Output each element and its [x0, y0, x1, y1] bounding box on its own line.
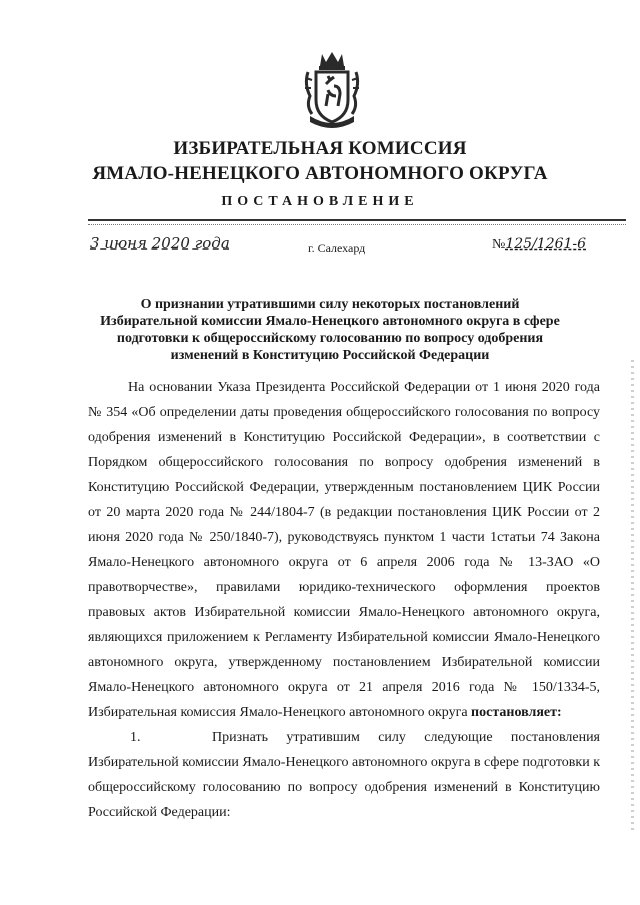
document-title: О признании утратившими силу некоторых постановлений Избирательной комиссии Ямало-Ненецкого автономного округа в сфере подготовки к общероссийскому голосованию по вопросу одобрения изменений в Конституцию Российской Федерации: [100, 297, 560, 363]
resolves-keyword: постановляет:: [471, 705, 562, 720]
document-type: ПОСТАНОВЛЕНИЕ: [221, 194, 419, 209]
document-number: [492, 236, 586, 253]
paragraph-preamble: [88, 375, 600, 725]
document-date: 3 июня 2020 года: [90, 234, 230, 252]
number-value: 125/1261-6: [505, 236, 587, 252]
scan-edge-artifact: [631, 360, 634, 830]
list-item: [88, 725, 600, 825]
organization-name-line2: ЯМАЛО-НЕНЕЦКОГО АВТОНОМНОГО ОКРУГА: [92, 163, 548, 184]
preamble-text: На основании Указа Президента Российской Федерации от 1 июня 2020 года № 354 «Об определении даты проведения общероссийского голосования по вопросу одобрения изменений в Конституцию Российской Федерации», в соответствии с Порядком общероссийского голосования по вопросу одобрения изменений в Конституцию Российской Федерации, утвержденным постановлением ЦИК России от 20 марта 2020 года № 244/1804-7 (в редакции постановления ЦИК России от 2 июня 2020 года № 250/1840-7), руководствуясь пунктом 1 части 1статьи 74 Закона Ямало-Ненецкого автономного округа от 6 апреля 2006 года № 13-ЗАО «О правотворчестве», правилами юридико-технического оформления проектов правовых актов Избирательной комиссии Ямало-Ненецкого автономного округа, являющихся приложением к Регламенту Избирательной комиссии Ямало-Ненецкого автономного округа, утвержденному постановлением Избирательной комиссии Ямало-Ненецкого автономного округа от 21 апреля 2016 года № 150/1334-5, Избирательная комиссия Ямало-Ненецкого автономного округа: [88, 380, 600, 720]
number-prefix: №: [492, 237, 506, 252]
coat-of-arms-icon: [300, 50, 364, 128]
item-text: Признать утратившим силу следующие постановления Избирательной комиссии Ямало-Ненецкого автономного округа в сфере подготовки к общероссийскому голосованию по вопросу одобрения изменений в Конституцию Российской Федерации:: [88, 730, 600, 820]
item-number: 1.: [130, 730, 141, 745]
organization-name-line1: ИЗБИРАТЕЛЬНАЯ КОМИССИЯ: [173, 138, 467, 159]
document-body: [88, 375, 600, 825]
header-divider: [88, 219, 626, 221]
header-divider-dotted: [88, 224, 626, 225]
document-city: г. Салехард: [308, 241, 366, 255]
